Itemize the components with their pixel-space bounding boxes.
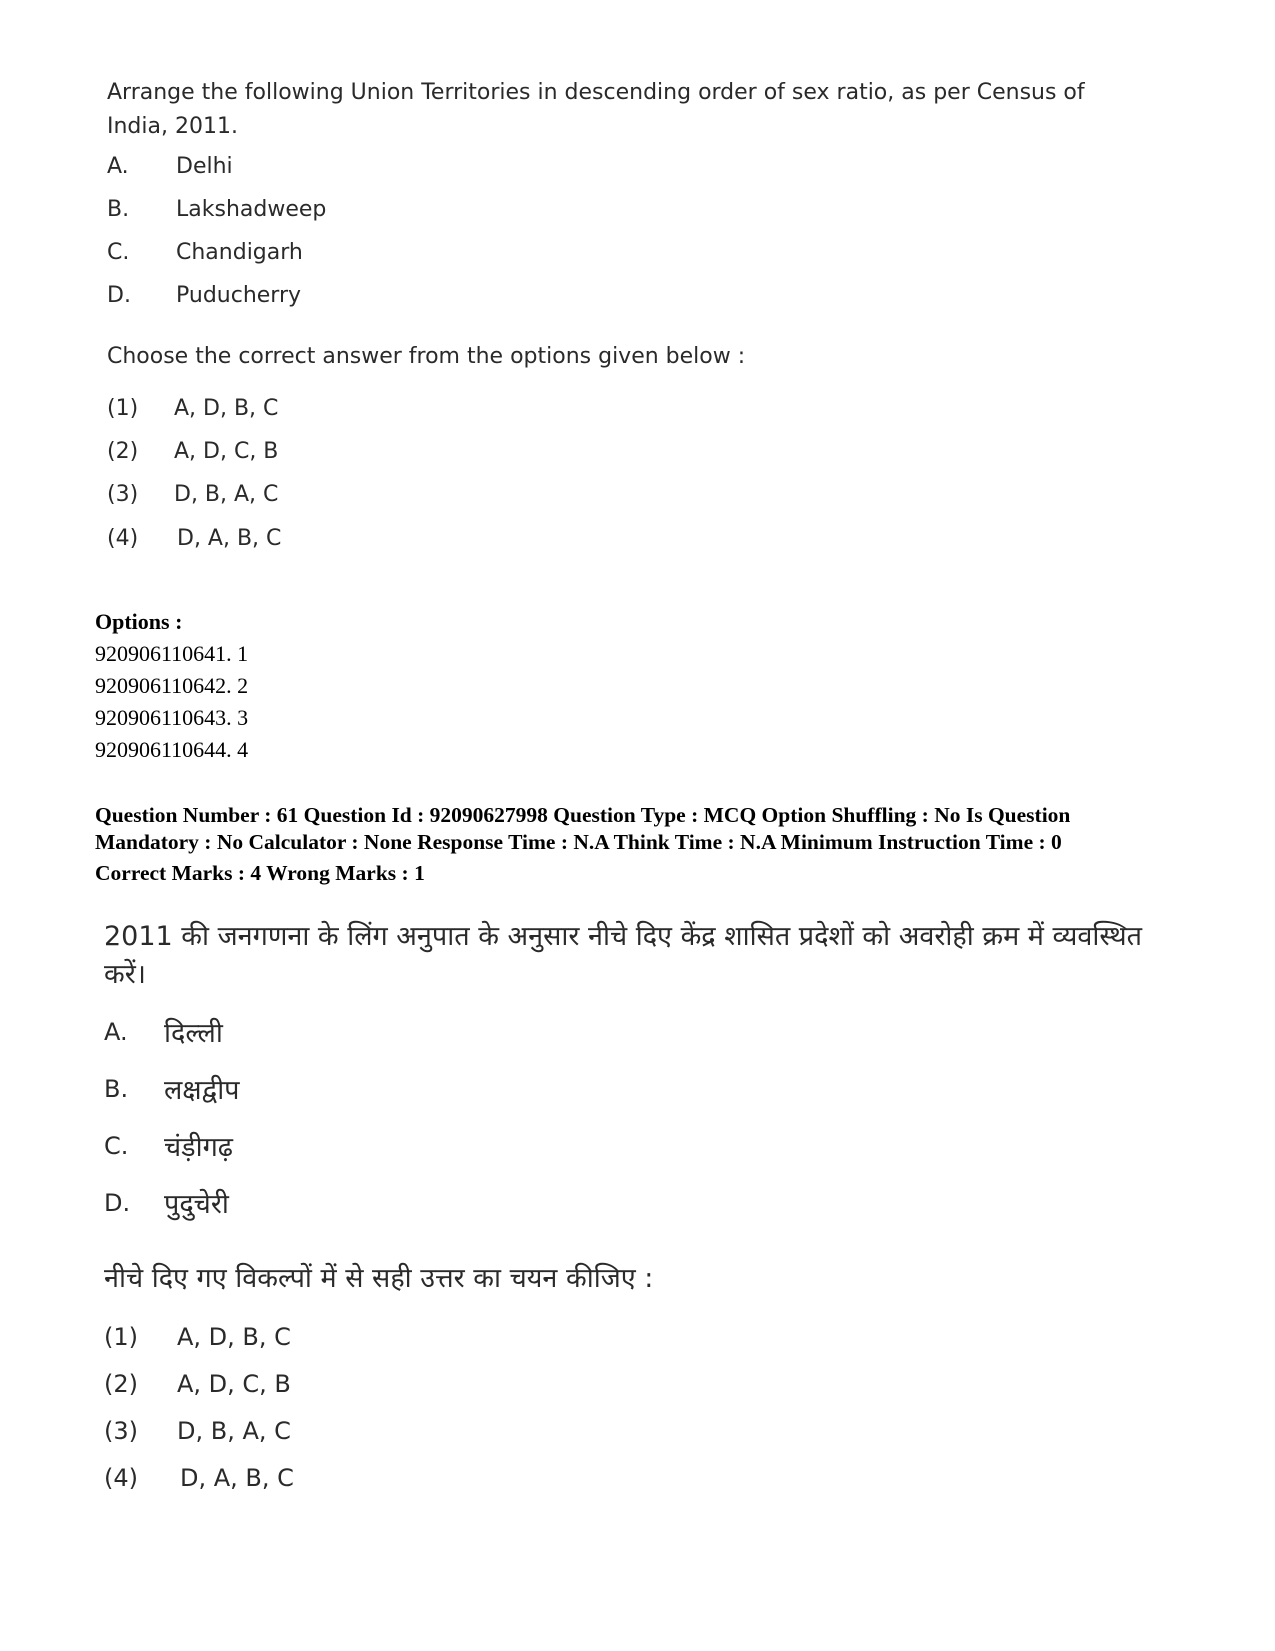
choice-sequence: A, D, B, C (177, 1323, 291, 1351)
choice-sequence: A, D, B, C (174, 396, 279, 421)
question-meta-line1: Question Number : 61 Question Id : 92090627998 Question Type : MCQ Option Shuffling : No Is Question (95, 803, 1071, 827)
item-letter: A. (104, 1018, 128, 1046)
options-heading: Options : (95, 609, 183, 634)
choice-number: (3) (104, 1417, 138, 1445)
option-item: 920906110644. 4 (95, 737, 249, 762)
question-hindi (104, 918, 1184, 1492)
item-letter: B. (104, 1075, 129, 1103)
choice-sequence: D, A, B, C (180, 1464, 294, 1492)
choice-sequence: D, A, B, C (177, 526, 282, 551)
choice-number: (2) (104, 1370, 138, 1398)
choice-number: (4) (104, 1464, 138, 1492)
option-item: 920906110643. 3 (95, 705, 249, 730)
item-text: चंड़ीगढ़ (164, 1132, 233, 1163)
question-english (107, 76, 1107, 551)
question-stem-hi-line2: करें। (104, 959, 147, 990)
item-text: Puducherry (176, 283, 302, 308)
item-letter: C. (104, 1132, 129, 1160)
item-letter: C. (107, 240, 130, 265)
item-letter: D. (104, 1189, 131, 1217)
question-stem-hi (104, 918, 1184, 994)
choice-number: (1) (107, 396, 139, 421)
choice-number: (3) (107, 482, 139, 507)
question-meta (95, 802, 1195, 887)
question-stem-en (107, 76, 1107, 144)
question-meta-line3: Correct Marks : 4 Wrong Marks : 1 (95, 861, 425, 885)
choice-sequence: A, D, C, B (174, 439, 279, 464)
item-letter: A. (107, 154, 129, 179)
options-list (95, 606, 695, 766)
choose-instruction-en: Choose the correct answer from the options given below : (107, 344, 746, 369)
choice-number: (1) (104, 1323, 138, 1351)
choice-sequence: D, B, A, C (174, 482, 279, 507)
item-text: दिल्ली (164, 1018, 223, 1049)
item-text: पुदुचेरी (164, 1189, 229, 1220)
question-stem-hi-line1: 2011 की जनगणना के लिंग अनुपात के अनुसार नीचे दिए केंद्र शासित प्रदेशों को अवरोही क्रम में व्यवस्थित (104, 921, 1143, 952)
question-stem-en-line1: Arrange the following Union Territories in descending order of sex ratio, as per Census of (107, 80, 1085, 105)
item-text: Delhi (176, 154, 233, 179)
choose-instruction-hi: नीचे दिए गए विकल्पों में से सही उत्तर का चयन कीजिए : (104, 1263, 654, 1294)
choice-number: (4) (107, 526, 139, 551)
item-text: Lakshadweep (176, 197, 327, 222)
item-text: लक्षद्वीप (164, 1075, 240, 1106)
question-stem-en-line2: India, 2011. (107, 114, 238, 139)
choice-number: (2) (107, 439, 139, 464)
question-meta-line2: Mandatory : No Calculator : None Response Time : N.A Think Time : N.A Minimum Instruction Time : 0 (95, 830, 1062, 854)
choice-sequence: A, D, C, B (177, 1370, 291, 1398)
choice-sequence: D, B, A, C (177, 1417, 291, 1445)
option-item: 920906110642. 2 (95, 673, 249, 698)
option-item: 920906110641. 1 (95, 641, 249, 666)
item-text: Chandigarh (176, 240, 303, 265)
item-letter: B. (107, 197, 130, 222)
item-letter: D. (107, 283, 131, 308)
